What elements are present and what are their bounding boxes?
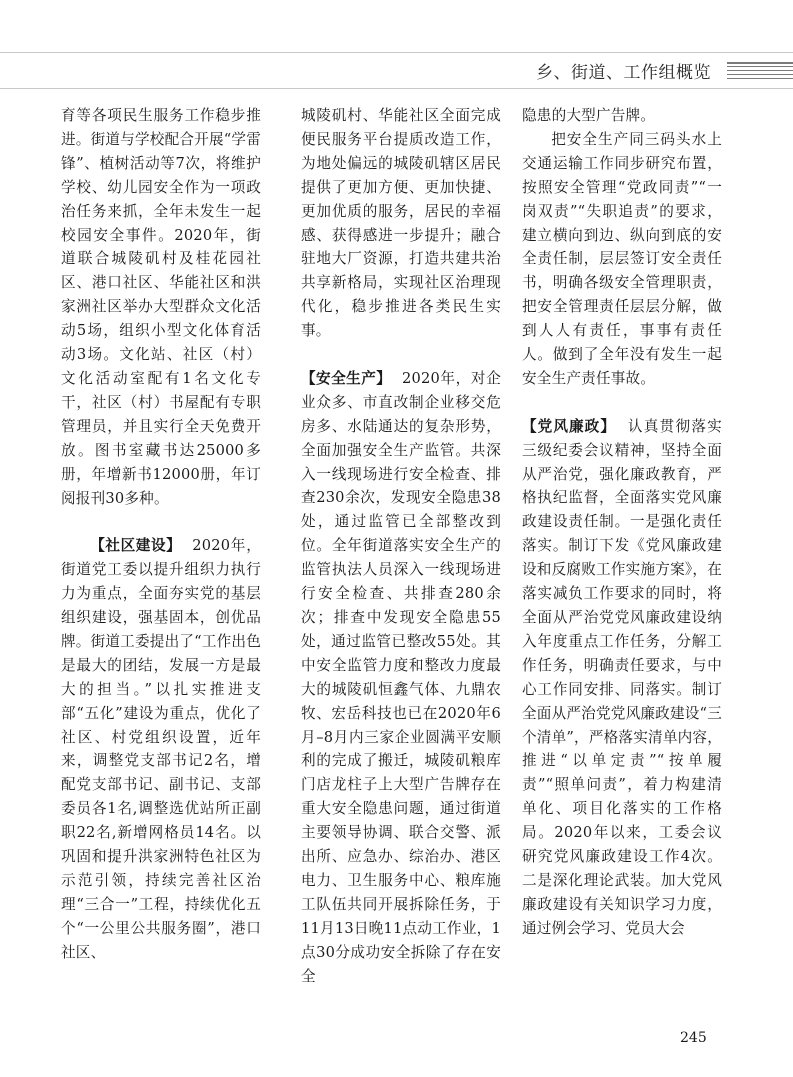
section-body-safety-production: 2020年，对企业众多、市直改制企业移交危房多、水陆通达的复杂形势，全面加强安全生产监管。共深入一线现场进行安全检查、排查230余次，发现安全隐患38处，通过监管已全部整改到位。全年街道落实安全生产的监管执法人员深入一线现场进行安全检查、共排查280余次；排查中发现安全隐患55处，通过监管已整改55处。其中安全监管力度和整改力度最大的城陵矶恒鑫气体、九鼎农牧、宏岳科技也已在2020年6月–8月内三家企业圆满平安顺利的完成了搬迁，城陵矶粮库门店龙柱子上大型广告牌存在重大安全隐患问题，通过街道主要领导协调、联合交警、派出所、应急办、综治办、港区电力、卫生服务中心、粮库施工队伍共同开展拆除任务，于11月13日晚11点动工作业，1点30分成功安全拆除了存在安全 [301,369,501,985]
paragraph-safety-responsibility: 把安全生产同三码头水上交通运输工作同步研究布置，按照安全管理“党政同责”“一岗双责”“失职追责”的要求，建立横向到边、纵向到底的安全责任制，层层签订安全责任书，明确各级安全管理职责，把安全管理责任层层分解，做到人人有责任，事事有责任人。做到了全年没有发生一起安全生产责任事故。 [522,130,722,387]
section-heading-party-integrity: 【党风廉政】 [522,417,617,435]
page-number: 245 [680,1030,707,1046]
section-community-building [61,534,261,964]
header-decoration-lines [727,62,793,78]
paragraph-culture-education: 育等各项民生服务工作稳步推进。街道与学校配合开展“学雷锋”、植树活动等7次，将维护学校、幼儿园安全作为一项政治任务来抓，全年未发生一起校园安全事件。2020年，街道联合城陵矶村及桂花园社区、港口社区、华能社区和洪家洲社区举办大型群众文化活动5场，组织小型文化体育活动3场。文化站、社区（村）文化活动室配有1名文化专干，社区（村）书屋配有专职管理员，并且实行全天免费开放。图书室藏书达25000多册，年增新书12000册，年订阅报刊30多种。 [61,107,261,507]
running-header-title: 乡、街道、工作组概览 [536,63,711,83]
section-body-party-integrity: 认真贯彻落实三级纪委会议精神，坚持全面从严治党，强化廉政教育，严格执纪监督，全面落实党风廉政建设责任制。一是强化责任落实。制订下发《党风廉政建设和反腐败工作实施方案》，在落实减负工作要求的同时，将全面从严治党党风廉政建设纳入年度重点工作任务，分解工作任务，明确责任要求，与中心工作同安排、同落实。制订全面从严治党党风廉政建设“三个清单”，严格落实清单内容，推进“以单定责”“按单履责”“照单问责”，着力构建清单化、项目化落实的工作格局。2020年以来，工委会议研究党风廉政建设工作4次。二是深化理论武装。加大党风廉政建设有关知识学习力度，通过例会学习、党员大会 [522,417,722,937]
text-column-1 [61,104,261,965]
section-heading-safety-production: 【安全生产】 [301,369,392,387]
paragraph-community-continued: 城陵矶村、华能社区全面完成便民服务平台提质改造工作，为地处偏远的城陵矶辖区居民提供了更加方便、更加快捷、更加优质的服务，居民的幸福感、获得感进一步提升；融合驻地大厂资源，打造共建共治共享新格局，实现社区治理现代化，稳步推进各类民生实事。 [301,107,501,340]
paragraph-safety-continued: 隐患的大型广告牌。 [522,107,656,124]
header-rule-bottom [0,88,793,89]
section-heading-community-building: 【社区建设】 [90,537,182,555]
section-party-integrity [522,415,722,941]
section-safety-production [301,367,501,989]
header-rule-top [0,52,793,53]
text-column-3 [522,104,722,941]
text-column-2 [301,104,501,989]
section-body-community-building: 2020年，街道党工委以提升组织力执行力为重点，全面夯实党的基层组织建设，强基固本，创优品牌。街道工委提出了“工作出色是最大的团结，发展一方是最大的担当。”以扎实推进支部“五化”建设为重点，优化了社区、村党组织设置，近年来，调整党支部书记2名，增配党支部书记、副书记、支部委员各1名,调整选优站所正副职22名,新增网格员14名。以巩固和提升洪家洲特色社区为示范引领，持续完善社区治理“三合一”工程，持续优化五个“一公里公共服务圈”，港口社区、 [61,537,261,961]
